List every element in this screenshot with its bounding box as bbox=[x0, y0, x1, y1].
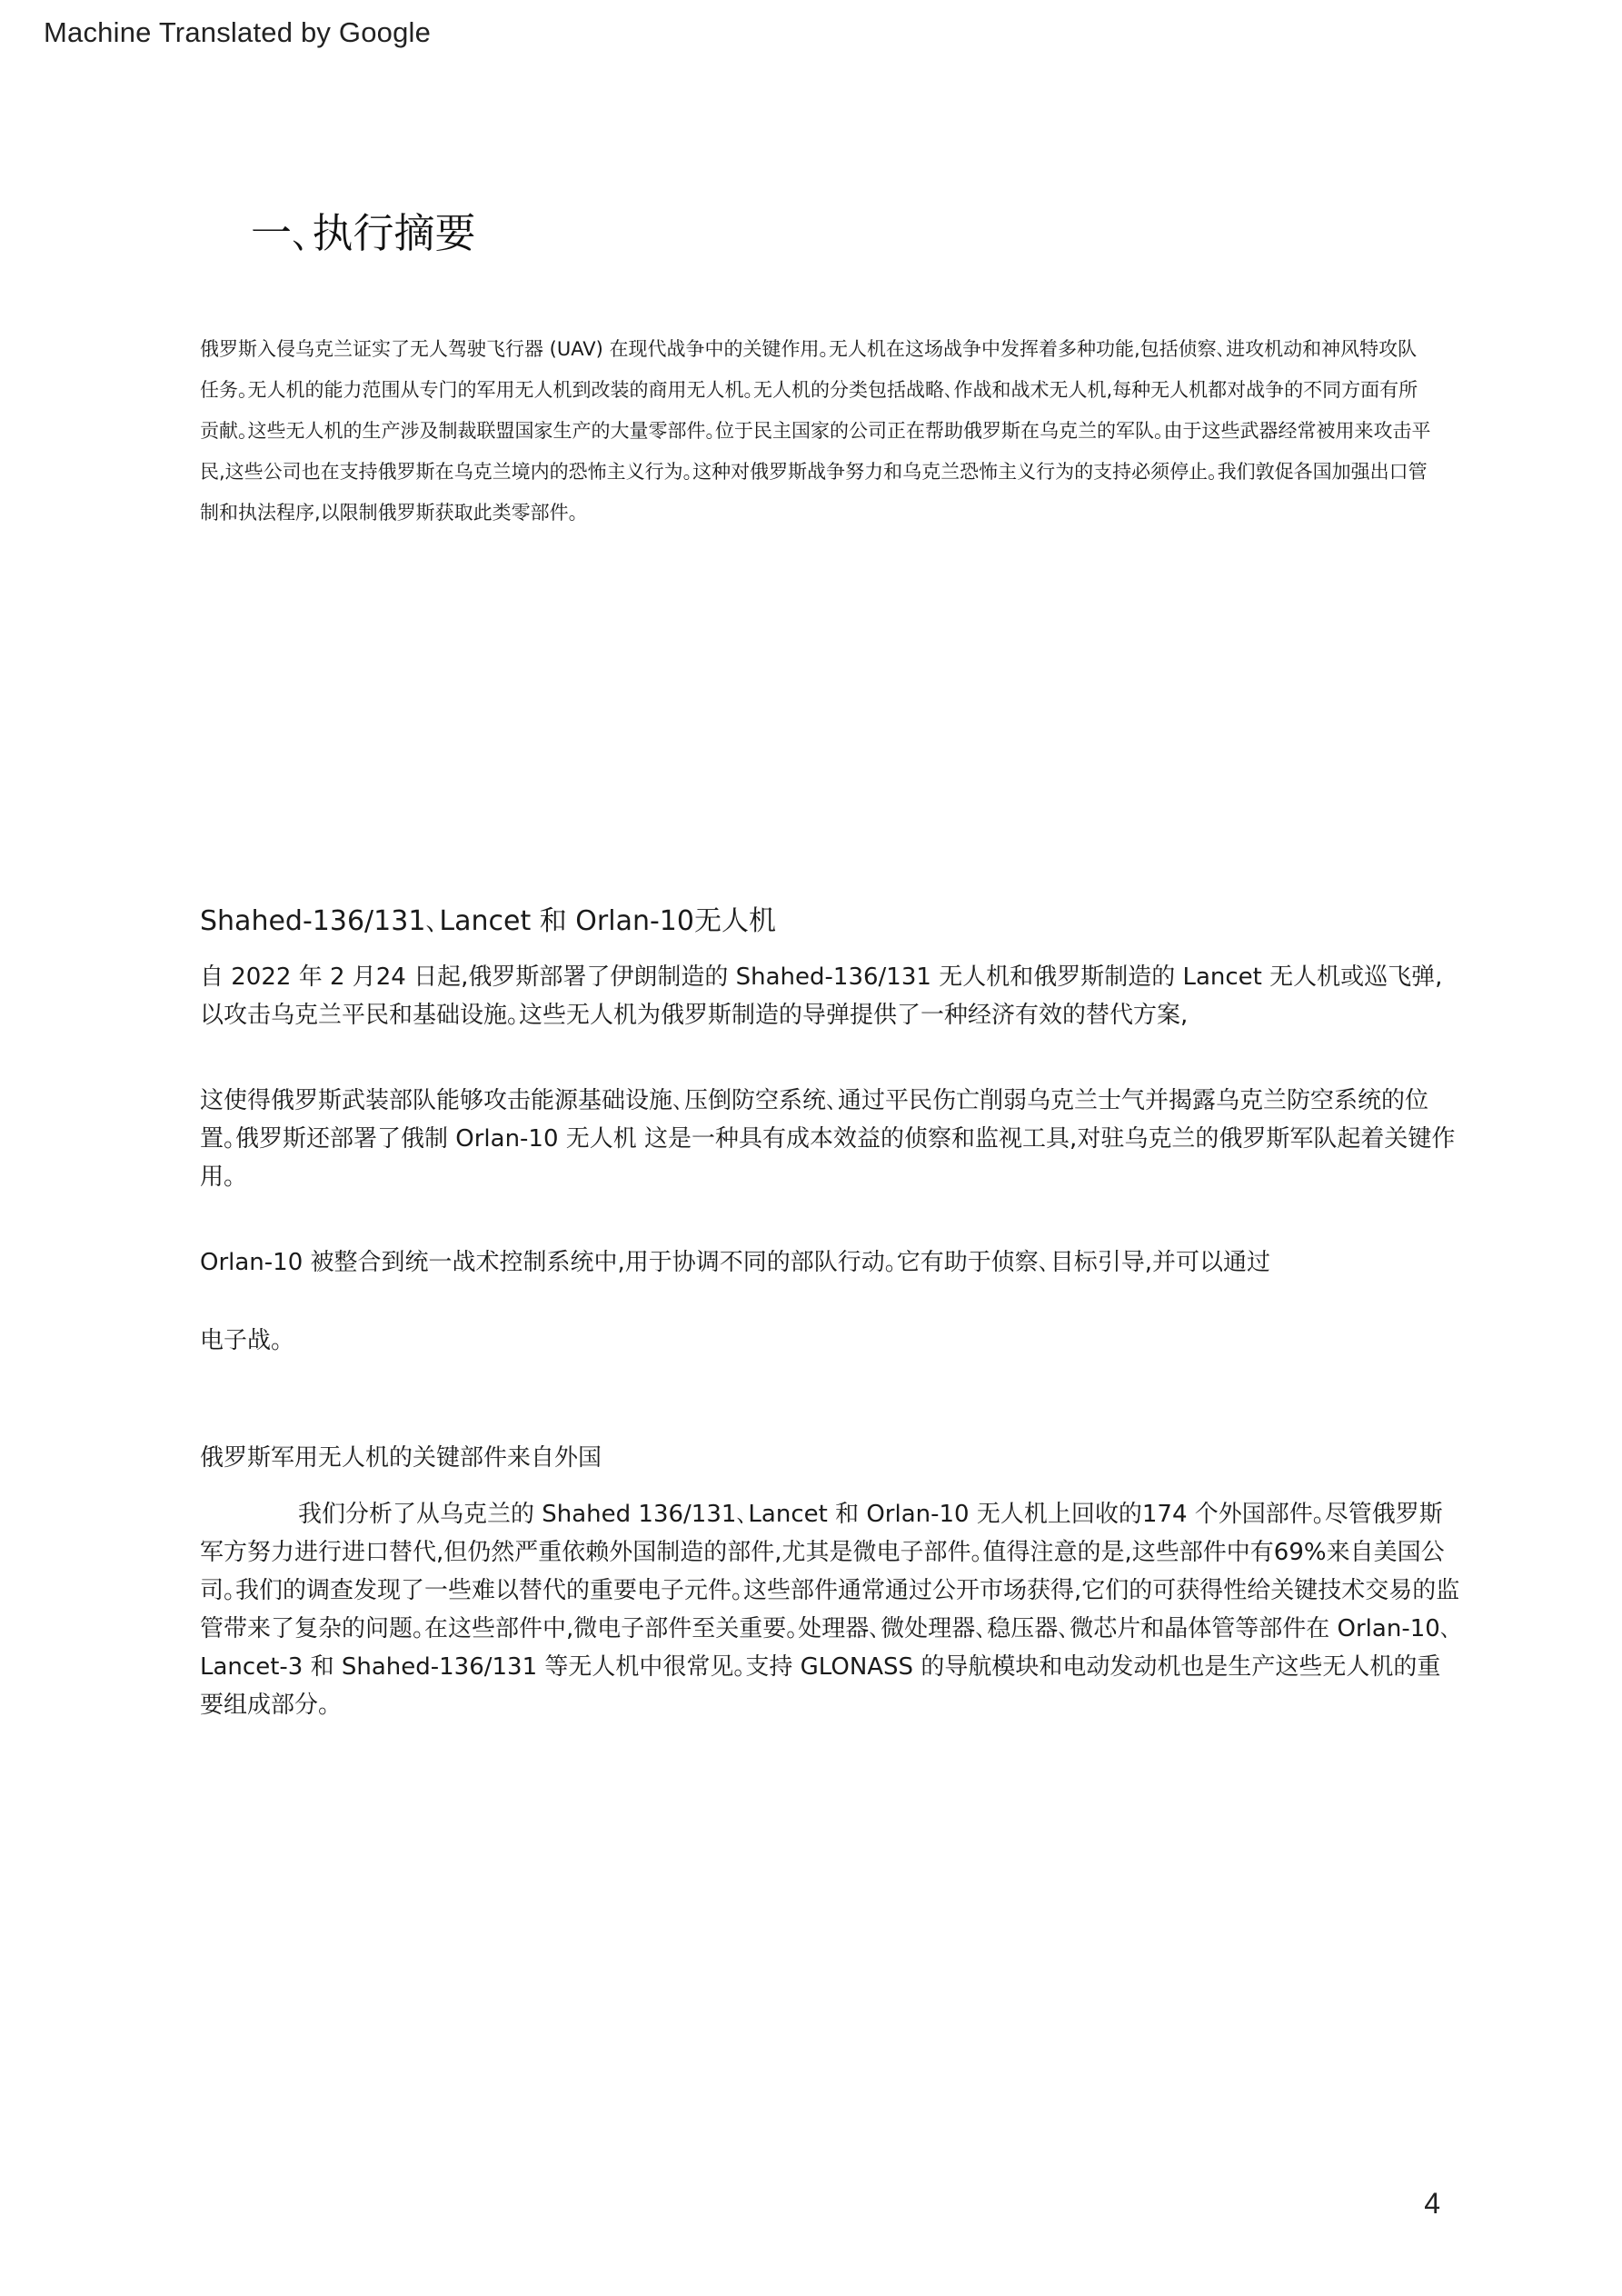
components-paragraph: 我们分析了从乌克兰的 Shahed 136/131､Lancet 和 Orlan-10 无人机上回收的174 个外国部件｡尽管俄罗斯军方努力进行进口替代,但仍然严重依赖外国制造的部件,尤其是微电子部件｡值得注意的是,这些部件中有69%来自美国公司｡我们的调查发现了一些难以替代的重要电子元件｡这些部件通常通过公开市场获得,它们的可获得性给关键技术交易的监管带来了复杂的问题｡在这些部件中,微电子部件至关重要｡处理器､微处理器､稳压器､微芯片和晶体管等部件在 Orlan-10､Lancet-3 和 Shahed-136/131 等无人机中很常见｡支持 GLONASS 的导航模块和电动发动机也是生产这些无人机的重要组成部分｡ bbox=[200, 1501, 1460, 1719]
machine-translation-banner: Machine Translated by Google bbox=[44, 16, 432, 48]
drones-paragraph-4: 电子战｡ bbox=[200, 1327, 284, 1354]
section-title: 一､执行摘要 bbox=[251, 209, 476, 257]
executive-summary-paragraph: 俄罗斯入侵乌克兰证实了无人驾驶飞行器 (UAV) 在现代战争中的关键作用｡无人机在这场战争中发挥着多种功能,包括侦察､进攻机动和神风特攻队任务｡无人机的能力范围从专门的军用无人机到改装的商用无人机｡无人机的分类包括战略､作战和战术无人机,每种无人机都对战争的不同方面有所贡献｡这些无人机的生产涉及制裁联盟国家生产的大量零部件｡位于民主国家的公司正在帮助俄罗斯在乌克兰的军队｡由于这些武器经常被用来攻击平民,这些公司也在支持俄罗斯在乌克兰境内的恐怖主义行为｡这种对俄罗斯战争努力和乌克兰恐怖主义行为的支持必须停止｡我们敦促各国加强出口管制和执法程序,以限制俄罗斯获取此类零部件｡ bbox=[200, 338, 1431, 524]
components-heading: 俄罗斯军用无人机的关键部件来自外国 bbox=[200, 1444, 602, 1472]
page-number: 4 bbox=[1424, 2187, 1440, 2220]
drones-paragraph-3: Orlan-10 被整合到统一战术控制系统中,用于协调不同的部队行动｡它有助于侦察､目标引导,并可以通过 bbox=[200, 1249, 1271, 1276]
drones-paragraph-1: 自 2022 年 2 月24 日起,俄罗斯部署了伊朗制造的 Shahed-136/131 无人机和俄罗斯制造的 Lancet 无人机或巡飞弹,以攻击乌克兰平民和基础设施｡这些无人机为俄罗斯制造的导弹提供了一种经济有效的替代方案, bbox=[200, 963, 1443, 1029]
drones-heading: Shahed-136/131､Lancet 和 Orlan-10无人机 bbox=[200, 905, 776, 937]
drones-paragraph-2: 这使得俄罗斯武装部队能够攻击能源基础设施､压倒防空系统､通过平民伤亡削弱乌克兰士气并揭露乌克兰防空系统的位置｡俄罗斯还部署了俄制 Orlan-10 无人机 这是一种具有成本效益的侦察和监视工具,对驻乌克兰的俄罗斯军队起着关键作用｡ bbox=[200, 1087, 1456, 1191]
